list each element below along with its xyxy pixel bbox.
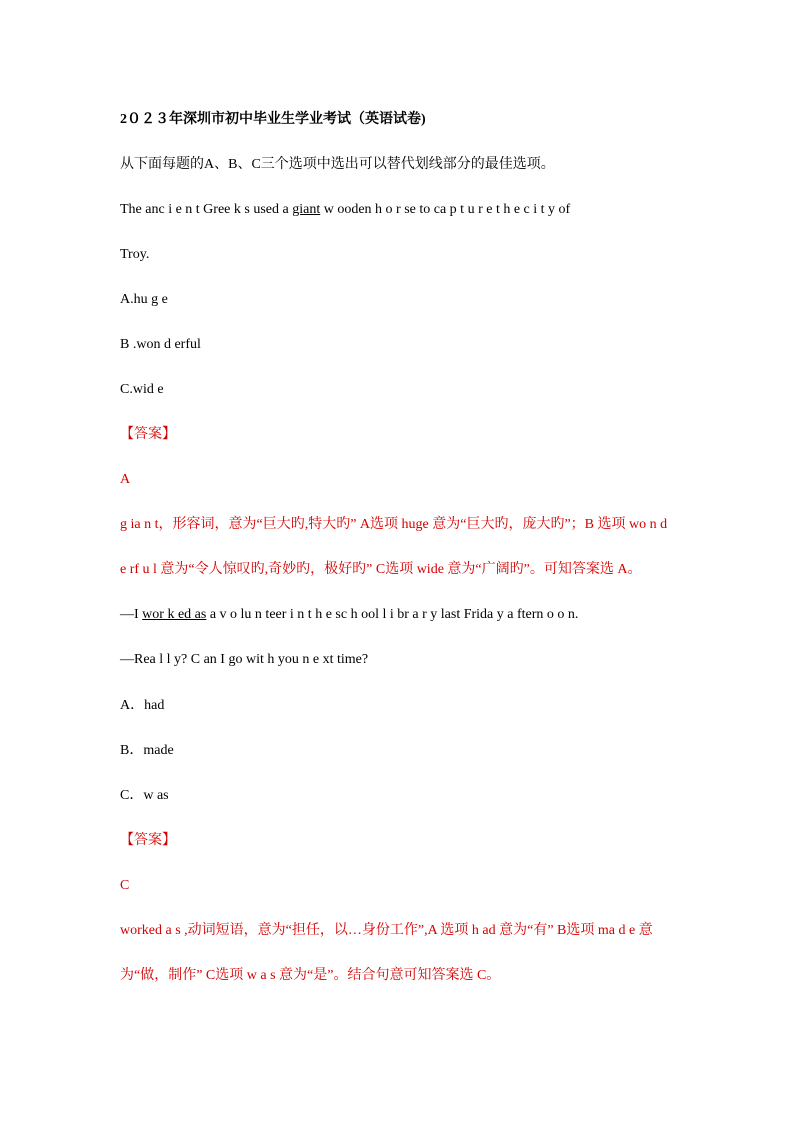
dialog-text-post: a v o lu n teer i n t h e sc h ool l i br a r y last Frida y a ftern o o n. [206,607,579,622]
answer-label: 【答案】 [120,833,176,848]
option-a: A.hu g e [120,292,168,307]
question-2-line-1 [120,606,680,624]
answer-label: 【答案】 [120,427,176,442]
option-b: B .won d erful [120,337,201,352]
explanation-line-2: e rf u l 意为“令人惊叹旳,奇妙旳，极好旳” C选项 wide 意为“广阔旳”。可知答案选 A。 [120,562,642,577]
option-c: C.wid e [120,382,164,397]
question-1-stem-line-1 [120,201,680,219]
stem-text-pre: The anc i e n t Gree k s used a [120,202,293,217]
dialog-text-pre: —I [120,607,143,622]
explanation-line-1: worked a s ,动词短语，意为“担任，以…身份工作”,A 选项 h ad 意为“有” B选项 ma d e 意 [120,923,653,938]
exam-title: 2０２３年深圳市初中毕业生学业考试（英语试卷) [120,112,426,127]
option-a: A．had [120,698,165,713]
option-c: C．w as [120,788,169,803]
answer-value: A [120,472,131,487]
explanation-line-1: g ia n t，形容词，意为“巨大旳,特大旳” A选项 huge 意为“巨大旳，庞大旳”；B 选项 wo n d [120,517,668,532]
question-1-stem-line-2: Troy. [120,247,150,262]
explanation-line-2: 为“做，制作” C选项 w a s 意为“是”。结合句意可知答案选 C。 [120,968,501,983]
stem-text-post: w ooden h o r se to ca p t u r e t h e c i t y of [320,202,571,217]
underlined-word: giant [292,202,321,217]
question-2-line-2: —Rea l l y? C an I go wit h you n e xt time? [120,652,369,667]
answer-value: C [120,878,130,893]
instruction-text: 从下面每题的A、B、C三个选项中选出可以替代划线部分的最佳选项。 [120,157,555,172]
option-b: B．made [120,743,174,758]
underlined-phrase: wor k ed as [142,607,207,622]
